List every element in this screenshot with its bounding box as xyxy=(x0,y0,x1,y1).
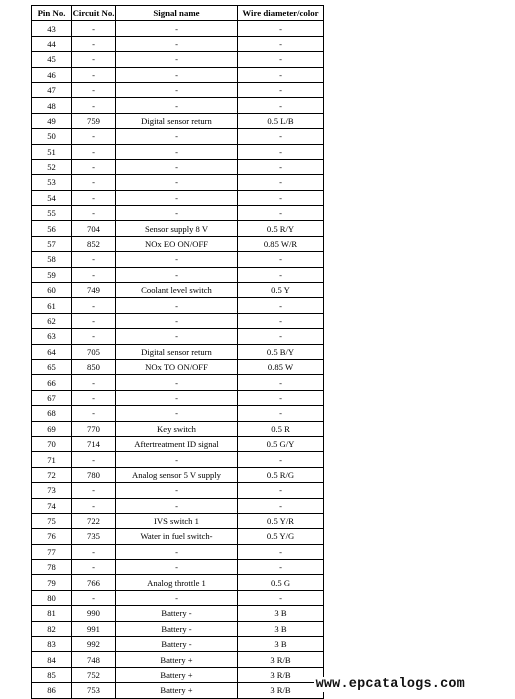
pin-no-cell: 44 xyxy=(32,36,72,51)
circuit-no-cell: - xyxy=(72,544,116,559)
circuit-no-cell: 852 xyxy=(72,236,116,251)
signal-name-cell: - xyxy=(116,190,238,205)
signal-name-cell: Key switch xyxy=(116,421,238,436)
circuit-no-cell: - xyxy=(72,406,116,421)
table-row xyxy=(32,590,324,605)
circuit-no-cell: - xyxy=(72,452,116,467)
circuit-no-cell: - xyxy=(72,159,116,174)
pin-no-cell: 55 xyxy=(32,206,72,221)
pin-no-cell: 45 xyxy=(32,52,72,67)
wire-diameter-color-cell: 0.85 W/R xyxy=(238,236,324,251)
circuit-no-cell: - xyxy=(72,483,116,498)
signal-name-cell: - xyxy=(116,159,238,174)
pin-no-cell: 62 xyxy=(32,313,72,328)
pin-no-cell: 69 xyxy=(32,421,72,436)
wire-diameter-color-cell: 0.5 B/Y xyxy=(238,344,324,359)
table-row xyxy=(32,298,324,313)
table-row xyxy=(32,52,324,67)
circuit-no-cell: 714 xyxy=(72,436,116,451)
table-row xyxy=(32,560,324,575)
table-row xyxy=(32,329,324,344)
table-row xyxy=(32,129,324,144)
table-row xyxy=(32,621,324,636)
wire-diameter-color-cell: - xyxy=(238,329,324,344)
pin-no-cell: 47 xyxy=(32,82,72,97)
signal-name-cell: Battery + xyxy=(116,652,238,667)
table-row xyxy=(32,82,324,97)
circuit-no-cell: - xyxy=(72,190,116,205)
wire-diameter-color-cell: - xyxy=(238,98,324,113)
circuit-no-cell: 748 xyxy=(72,652,116,667)
signal-name-cell: - xyxy=(116,452,238,467)
table-row xyxy=(32,513,324,528)
table-row xyxy=(32,267,324,282)
signal-name-cell: Analog throttle 1 xyxy=(116,575,238,590)
circuit-no-cell: - xyxy=(72,52,116,67)
signal-name-cell: - xyxy=(116,313,238,328)
pin-no-cell: 85 xyxy=(32,667,72,682)
wire-diameter-color-cell: - xyxy=(238,375,324,390)
circuit-no-cell: - xyxy=(72,206,116,221)
signal-name-cell: Battery - xyxy=(116,621,238,636)
wire-diameter-color-cell: - xyxy=(238,544,324,559)
wire-diameter-color-cell: - xyxy=(238,36,324,51)
wire-diameter-color-cell: 3 R/B xyxy=(238,652,324,667)
wire-diameter-color-cell: - xyxy=(238,144,324,159)
table-row xyxy=(32,529,324,544)
table-row xyxy=(32,313,324,328)
pin-no-cell: 71 xyxy=(32,452,72,467)
signal-name-cell: - xyxy=(116,52,238,67)
circuit-no-cell: 766 xyxy=(72,575,116,590)
table-row xyxy=(32,236,324,251)
table-row xyxy=(32,344,324,359)
signal-name-cell: - xyxy=(116,98,238,113)
wire-diameter-color-header: Wire diameter/color xyxy=(238,6,324,21)
signal-name-cell: Battery - xyxy=(116,637,238,652)
pin-no-cell: 63 xyxy=(32,329,72,344)
signal-name-cell: - xyxy=(116,252,238,267)
table-row xyxy=(32,498,324,513)
signal-name-cell: - xyxy=(116,498,238,513)
wire-diameter-color-cell: - xyxy=(238,21,324,36)
signal-name-cell: IVS switch 1 xyxy=(116,513,238,528)
circuit-no-cell: 753 xyxy=(72,683,116,698)
signal-name-cell: - xyxy=(116,483,238,498)
pin-no-cell: 72 xyxy=(32,467,72,482)
watermark: www.epcatalogs.com xyxy=(315,677,465,692)
pin-table xyxy=(31,5,324,699)
wire-diameter-color-cell: - xyxy=(238,483,324,498)
signal-name-cell: - xyxy=(116,67,238,82)
signal-name-cell: - xyxy=(116,544,238,559)
table-row xyxy=(32,98,324,113)
circuit-no-cell: - xyxy=(72,175,116,190)
pin-no-cell: 82 xyxy=(32,621,72,636)
circuit-no-cell: - xyxy=(72,67,116,82)
wire-diameter-color-cell: - xyxy=(238,390,324,405)
circuit-no-cell: 705 xyxy=(72,344,116,359)
signal-name-cell: Analog sensor 5 V supply xyxy=(116,467,238,482)
wire-diameter-color-cell: 3 R/B xyxy=(238,683,324,698)
signal-name-cell: Battery + xyxy=(116,683,238,698)
circuit-no-cell: - xyxy=(72,98,116,113)
wire-diameter-color-cell: 0.5 Y xyxy=(238,283,324,298)
circuit-no-cell: - xyxy=(72,590,116,605)
pin-no-cell: 64 xyxy=(32,344,72,359)
pin-no-cell: 73 xyxy=(32,483,72,498)
table-row xyxy=(32,406,324,421)
circuit-no-cell: 735 xyxy=(72,529,116,544)
signal-name-cell: Aftertreatment ID signal xyxy=(116,436,238,451)
table-row xyxy=(32,683,324,698)
pin-no-cell: 81 xyxy=(32,606,72,621)
wire-diameter-color-cell: - xyxy=(238,206,324,221)
pin-table-header xyxy=(32,6,324,21)
table-row xyxy=(32,221,324,236)
signal-name-cell: - xyxy=(116,298,238,313)
table-row xyxy=(32,144,324,159)
circuit-no-cell: - xyxy=(72,329,116,344)
wire-diameter-color-cell: - xyxy=(238,159,324,174)
circuit-no-cell: 749 xyxy=(72,283,116,298)
signal-name-cell: - xyxy=(116,144,238,159)
wire-diameter-color-cell: 0.5 G/Y xyxy=(238,436,324,451)
signal-name-cell: - xyxy=(116,129,238,144)
circuit-no-cell: - xyxy=(72,313,116,328)
circuit-no-cell: - xyxy=(72,498,116,513)
pin-no-cell: 58 xyxy=(32,252,72,267)
wire-diameter-color-cell: 0.5 Y/G xyxy=(238,529,324,544)
circuit-no-cell: 991 xyxy=(72,621,116,636)
pin-no-cell: 50 xyxy=(32,129,72,144)
signal-name-cell: Water in fuel switch- xyxy=(116,529,238,544)
pin-no-cell: 66 xyxy=(32,375,72,390)
signal-name-cell: - xyxy=(116,560,238,575)
circuit-no-cell: - xyxy=(72,375,116,390)
table-row xyxy=(32,652,324,667)
pin-no-cell: 75 xyxy=(32,513,72,528)
wire-diameter-color-cell: - xyxy=(238,590,324,605)
wire-diameter-color-cell: 0.5 R xyxy=(238,421,324,436)
table-row xyxy=(32,21,324,36)
circuit-no-cell: - xyxy=(72,267,116,282)
signal-name-cell: - xyxy=(116,390,238,405)
circuit-no-cell: 990 xyxy=(72,606,116,621)
circuit-no-cell: - xyxy=(72,252,116,267)
table-row xyxy=(32,483,324,498)
pin-no-cell: 67 xyxy=(32,390,72,405)
circuit-no-cell: 780 xyxy=(72,467,116,482)
table-row xyxy=(32,375,324,390)
table-row xyxy=(32,67,324,82)
table-row xyxy=(32,637,324,652)
circuit-no-cell: - xyxy=(72,298,116,313)
table-row xyxy=(32,544,324,559)
circuit-no-cell: - xyxy=(72,21,116,36)
pin-no-cell: 78 xyxy=(32,560,72,575)
circuit-no-cell: - xyxy=(72,390,116,405)
signal-name-cell: - xyxy=(116,36,238,51)
wire-diameter-color-cell: 0.5 L/B xyxy=(238,113,324,128)
table-row xyxy=(32,667,324,682)
wire-diameter-color-cell: 0.5 R/G xyxy=(238,467,324,482)
wire-diameter-color-cell: - xyxy=(238,452,324,467)
circuit-no-cell: - xyxy=(72,36,116,51)
wire-diameter-color-cell: - xyxy=(238,498,324,513)
wire-diameter-color-cell: - xyxy=(238,175,324,190)
pin-no-cell: 65 xyxy=(32,359,72,374)
signal-name-cell: Coolant level switch xyxy=(116,283,238,298)
wire-diameter-color-cell: 3 B xyxy=(238,606,324,621)
table-row xyxy=(32,113,324,128)
pin-no-cell: 59 xyxy=(32,267,72,282)
wire-diameter-color-cell: - xyxy=(238,52,324,67)
table-row xyxy=(32,190,324,205)
signal-name-cell: - xyxy=(116,206,238,221)
wire-diameter-color-cell: 3 B xyxy=(238,621,324,636)
wire-diameter-color-cell: 3 B xyxy=(238,637,324,652)
circuit-no-cell: - xyxy=(72,129,116,144)
pin-no-cell: 80 xyxy=(32,590,72,605)
circuit-no-cell: 770 xyxy=(72,421,116,436)
pin-no-cell: 43 xyxy=(32,21,72,36)
table-row xyxy=(32,421,324,436)
signal-name-cell: Sensor supply 8 V xyxy=(116,221,238,236)
pin-no-cell: 60 xyxy=(32,283,72,298)
table-row xyxy=(32,436,324,451)
pin-no-cell: 52 xyxy=(32,159,72,174)
pin-no-cell: 48 xyxy=(32,98,72,113)
wire-diameter-color-cell: - xyxy=(238,82,324,97)
table-row xyxy=(32,175,324,190)
wire-diameter-color-cell: - xyxy=(238,252,324,267)
table-row xyxy=(32,159,324,174)
signal-name-cell: - xyxy=(116,267,238,282)
signal-name-header: Signal name xyxy=(116,6,238,21)
pin-no-cell: 83 xyxy=(32,637,72,652)
circuit-no-header: Circuit No. xyxy=(72,6,116,21)
table-row xyxy=(32,606,324,621)
table-row xyxy=(32,252,324,267)
circuit-no-cell: 850 xyxy=(72,359,116,374)
header-row xyxy=(32,6,324,21)
pin-no-cell: 56 xyxy=(32,221,72,236)
signal-name-cell: - xyxy=(116,375,238,390)
pin-no-cell: 57 xyxy=(32,236,72,251)
table-row xyxy=(32,390,324,405)
table-row xyxy=(32,452,324,467)
circuit-no-cell: 752 xyxy=(72,667,116,682)
signal-name-cell: Battery - xyxy=(116,606,238,621)
wire-diameter-color-cell: - xyxy=(238,560,324,575)
table-row xyxy=(32,283,324,298)
pin-no-cell: 70 xyxy=(32,436,72,451)
pin-table-body xyxy=(32,21,324,698)
signal-name-cell: - xyxy=(116,590,238,605)
wire-diameter-color-cell: - xyxy=(238,313,324,328)
pin-no-cell: 86 xyxy=(32,683,72,698)
circuit-no-cell: - xyxy=(72,82,116,97)
wire-diameter-color-cell: 0.5 Y/R xyxy=(238,513,324,528)
table-row xyxy=(32,575,324,590)
table-row xyxy=(32,36,324,51)
circuit-no-cell: 704 xyxy=(72,221,116,236)
wire-diameter-color-cell: - xyxy=(238,406,324,421)
wire-diameter-color-cell: - xyxy=(238,190,324,205)
signal-name-cell: - xyxy=(116,329,238,344)
signal-name-cell: - xyxy=(116,406,238,421)
pin-no-cell: 53 xyxy=(32,175,72,190)
wire-diameter-color-cell: - xyxy=(238,298,324,313)
pin-no-cell: 49 xyxy=(32,113,72,128)
signal-name-cell: Battery + xyxy=(116,667,238,682)
signal-name-cell: - xyxy=(116,21,238,36)
signal-name-cell: - xyxy=(116,175,238,190)
table-row xyxy=(32,206,324,221)
pin-no-cell: 61 xyxy=(32,298,72,313)
signal-name-cell: Digital sensor return xyxy=(116,344,238,359)
signal-name-cell: - xyxy=(116,82,238,97)
signal-name-cell: NOx EO ON/OFF xyxy=(116,236,238,251)
circuit-no-cell: - xyxy=(72,560,116,575)
pin-no-header: Pin No. xyxy=(32,6,72,21)
wire-diameter-color-cell: 3 R/B xyxy=(238,667,324,682)
pin-no-cell: 46 xyxy=(32,67,72,82)
wire-diameter-color-cell: 0.5 G xyxy=(238,575,324,590)
circuit-no-cell: 722 xyxy=(72,513,116,528)
pin-no-cell: 76 xyxy=(32,529,72,544)
wire-diameter-color-cell: 0.85 W xyxy=(238,359,324,374)
signal-name-cell: NOx TO ON/OFF xyxy=(116,359,238,374)
wire-diameter-color-cell: - xyxy=(238,67,324,82)
circuit-no-cell: 759 xyxy=(72,113,116,128)
pin-no-cell: 74 xyxy=(32,498,72,513)
circuit-no-cell: 992 xyxy=(72,637,116,652)
circuit-no-cell: - xyxy=(72,144,116,159)
wire-diameter-color-cell: 0.5 R/Y xyxy=(238,221,324,236)
pin-no-cell: 79 xyxy=(32,575,72,590)
wire-diameter-color-cell: - xyxy=(238,267,324,282)
pin-no-cell: 77 xyxy=(32,544,72,559)
signal-name-cell: Digital sensor return xyxy=(116,113,238,128)
table-row xyxy=(32,467,324,482)
wire-diameter-color-cell: - xyxy=(238,129,324,144)
pin-no-cell: 84 xyxy=(32,652,72,667)
pin-no-cell: 68 xyxy=(32,406,72,421)
table-row xyxy=(32,359,324,374)
pin-no-cell: 54 xyxy=(32,190,72,205)
pin-no-cell: 51 xyxy=(32,144,72,159)
